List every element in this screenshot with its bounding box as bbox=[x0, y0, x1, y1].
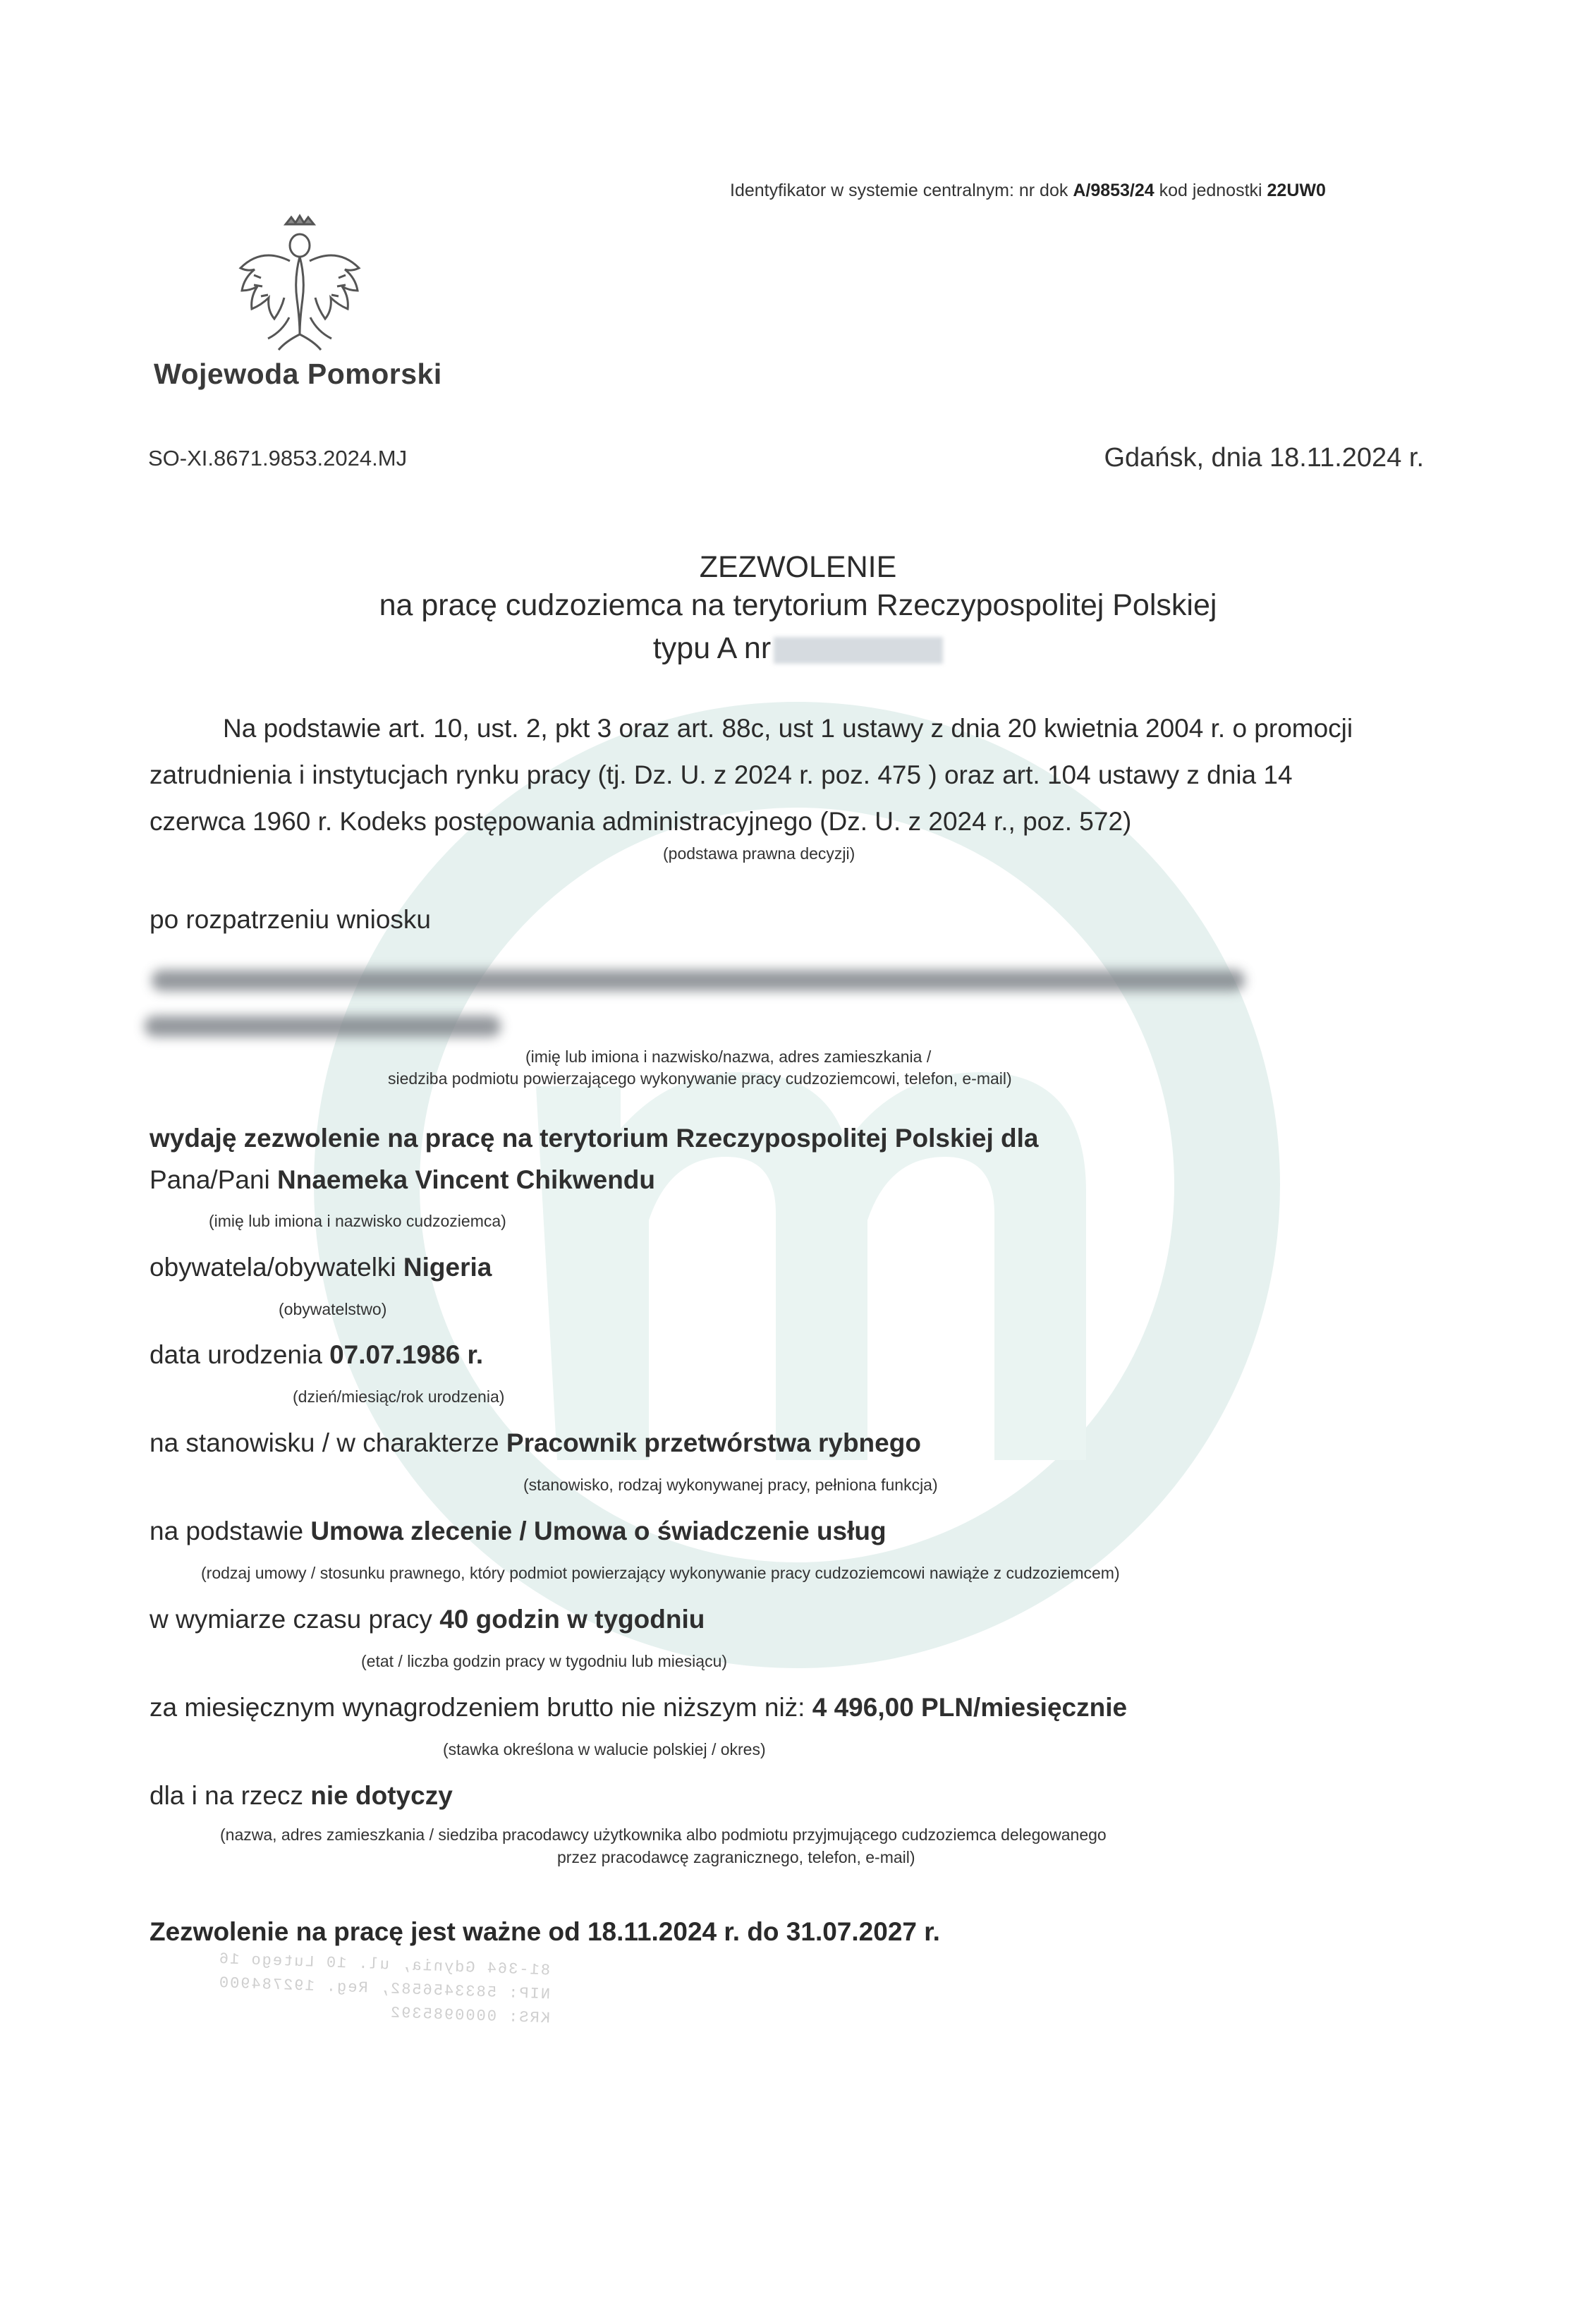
position-caption: (stanowisko, rodzaj wykonywanej pracy, pełniona funkcja) bbox=[523, 1476, 938, 1494]
employer-prefix: dla i na rzecz bbox=[150, 1781, 303, 1810]
central-id-label: Identyfikator w systemie centralnym: nr dok bbox=[730, 181, 1068, 200]
citizenship-prefix: obywatela/obywatelki bbox=[150, 1253, 396, 1282]
unit-code: 22UW0 bbox=[1267, 181, 1326, 200]
citizenship-caption: (obywatelstwo) bbox=[279, 1300, 387, 1318]
name-caption: (imię lub imiona i nazwisko cudzoziemca) bbox=[209, 1212, 506, 1230]
contract-value: Umowa zlecenie / Umowa o świadczenie usług bbox=[310, 1517, 887, 1545]
stamp-line-2: NIP: 5833456582, Reg. 192784900 bbox=[217, 1974, 551, 2004]
citizenship-line bbox=[150, 1253, 492, 1282]
salary-value: 4 496,00 PLN/miesięcznie bbox=[812, 1693, 1128, 1722]
polish-eagle-emblem-icon bbox=[233, 212, 367, 353]
validity-line bbox=[150, 1917, 940, 1947]
document-title: ZEZWOLENIE bbox=[699, 550, 897, 584]
validity-prefix: Zezwolenie na pracę jest ważne od bbox=[150, 1917, 580, 1946]
grant-statement: wydaję zezwolenie na pracę na terytorium Rzeczypospolitej Polskiej dla bbox=[150, 1124, 1039, 1153]
citizenship-value: Nigeria bbox=[403, 1253, 492, 1282]
applicant-caption-line-1: (imię lub imiona i nazwisko/nazwa, adres zamieszkania / bbox=[525, 1047, 932, 1066]
stamp-line-3: KRS: 0000985392 bbox=[389, 2004, 551, 2028]
birthdate-value: 07.07.1986 r. bbox=[329, 1340, 484, 1369]
employer-caption-line-1: (nazwa, adres zamieszkania / siedziba pracodawcy użytkownika albo podmiotu przyjmującego cudzoziemca delegowanego bbox=[220, 1825, 1107, 1844]
contract-line bbox=[150, 1517, 887, 1546]
redacted-applicant-line-2 bbox=[145, 1016, 501, 1037]
document-subtitle: na pracę cudzoziemca na terytorium Rzeczypospolitej Polskiej bbox=[379, 588, 1217, 622]
birthdate-caption: (dzień/miesiąc/rok urodzenia) bbox=[293, 1387, 505, 1406]
applicant-caption-line-2: siedziba podmiotu powierzającego wykonywanie pracy cudzoziemcowi, telefon, e-mail) bbox=[388, 1069, 1012, 1088]
birthdate-prefix: data urodzenia bbox=[150, 1340, 322, 1369]
salary-caption: (stawka określona w walucie polskiej / okres) bbox=[443, 1740, 766, 1758]
salary-line bbox=[150, 1693, 1127, 1722]
legal-basis-line-1: Na podstawie art. 10, ust. 2, pkt 3 oraz art. 88c, ust 1 ustawy z dnia 20 kwietnia 2004 r. o promocji bbox=[223, 714, 1353, 743]
salary-prefix: za miesięcznym wynagrodzeniem brutto nie niższym niż: bbox=[150, 1693, 805, 1722]
position-line bbox=[150, 1428, 921, 1458]
redacted-applicant-line-1 bbox=[152, 970, 1245, 991]
hours-value: 40 godzin w tygodniu bbox=[439, 1605, 705, 1634]
permit-type-prefix: typu A nr bbox=[652, 631, 772, 665]
stamp-line-1: 81-364 Gdynia, ul. 10 Lutego 16 bbox=[217, 1950, 551, 1980]
position-prefix: na stanowisku / w charakterze bbox=[150, 1428, 499, 1457]
place-date: Gdańsk, dnia 18.11.2024 r. bbox=[1104, 443, 1424, 473]
validity-to: 31.07.2027 r. bbox=[786, 1917, 940, 1946]
central-system-identifier bbox=[730, 181, 1326, 201]
foreigner-name: Nnaemeka Vincent Chikwendu bbox=[277, 1165, 656, 1194]
hours-caption: (etat / liczba godzin pracy w tygodniu lub miesiącu) bbox=[361, 1652, 728, 1670]
employer-value: nie dotyczy bbox=[310, 1781, 453, 1810]
working-hours-line bbox=[150, 1605, 705, 1634]
birthdate-line bbox=[150, 1340, 483, 1370]
redacted-permit-number bbox=[774, 637, 943, 664]
position-value: Pracownik przetwórstwa rybnego bbox=[506, 1428, 921, 1457]
company-stamp bbox=[217, 1950, 551, 2060]
legal-basis-line-3: czerwca 1960 r. Kodeks postępowania administracyjnego (Dz. U. z 2024 r., poz. 572) bbox=[150, 807, 1132, 836]
contract-prefix: na podstawie bbox=[150, 1517, 304, 1545]
validity-from: 18.11.2024 r. bbox=[587, 1917, 741, 1946]
hours-prefix: w wymiarze czasu pracy bbox=[150, 1605, 432, 1634]
doc-number: A/9853/24 bbox=[1073, 181, 1155, 200]
contract-caption: (rodzaj umowy / stosunku prawnego, który podmiot powierzający wykonywanie pracy cudzoziemcowi nawiąże z cudzoziemcem) bbox=[201, 1564, 1120, 1582]
case-number: SO-XI.8671.9853.2024.MJ bbox=[148, 446, 408, 470]
employer-caption-line-2: przez pracodawcę zagranicznego, telefon, e-mail) bbox=[557, 1848, 915, 1866]
permit-type-line bbox=[0, 631, 1596, 666]
unit-code-label: kod jednostki bbox=[1159, 181, 1262, 200]
legal-basis-line-2: zatrudnienia i instytucjach rynku pracy (tj. Dz. U. z 2024 r. poz. 475 ) oraz art. 104 ustawy z dnia 14 bbox=[150, 760, 1293, 789]
foreigner-name-line bbox=[150, 1165, 655, 1195]
legal-basis-caption: (podstawa prawna decyzji) bbox=[663, 844, 855, 863]
validity-to-label: do bbox=[747, 1917, 779, 1946]
name-prefix: Pana/Pani bbox=[150, 1165, 270, 1194]
review-label: po rozpatrzeniu wniosku bbox=[150, 905, 431, 934]
authority-name: Wojewoda Pomorski bbox=[154, 358, 442, 390]
user-employer-line bbox=[150, 1781, 453, 1811]
